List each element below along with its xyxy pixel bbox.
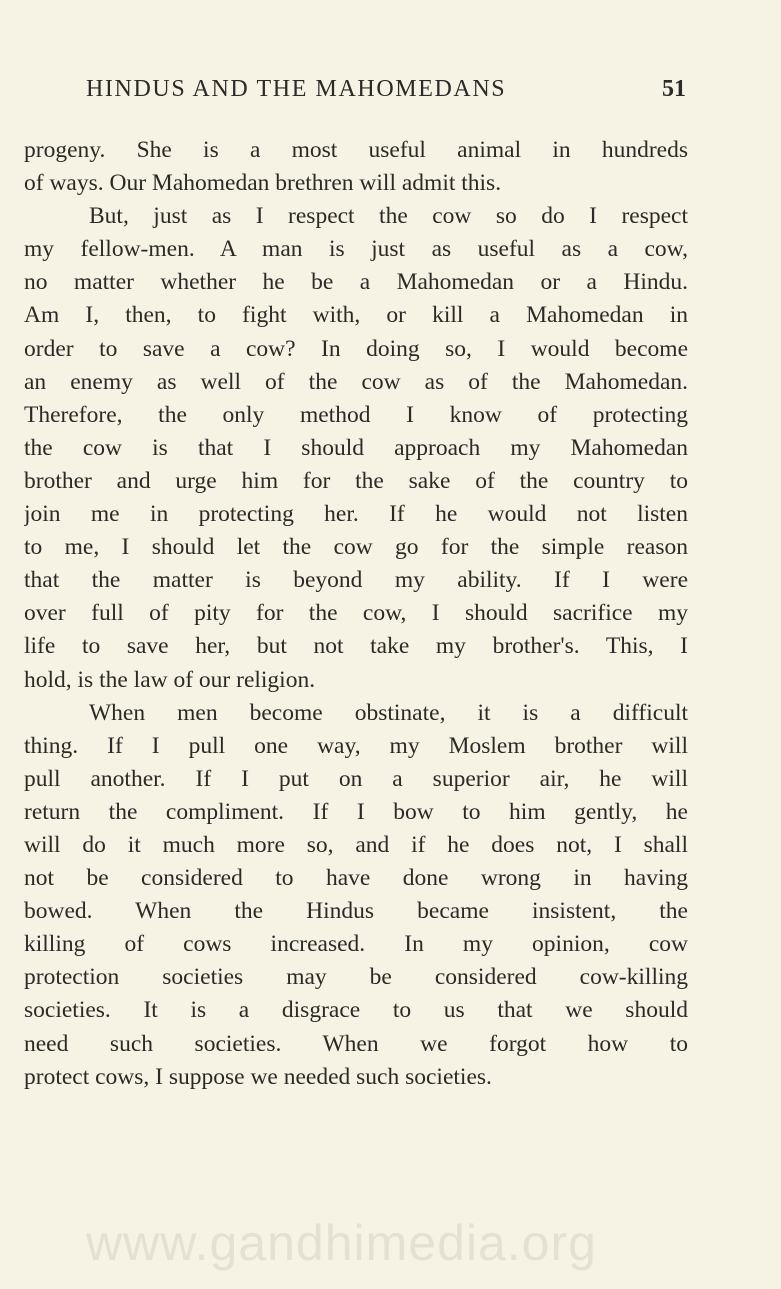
running-title: HINDUS AND THE MAHOMEDANS — [86, 76, 507, 102]
text-line: the cow is that I should approach my Mahomedan — [24, 434, 688, 461]
text-line: to me, I should let the cow go for the simple reason — [24, 534, 688, 561]
text-line: killing of cows increased. In my opinion, cow — [24, 931, 688, 958]
page-header — [86, 76, 686, 110]
text-line: my fellow-men. A man is just as useful as a cow, — [24, 236, 688, 263]
text-line: brother and urge him for the sake of the country to — [24, 467, 688, 494]
text-line: that the matter is beyond my ability. If I were — [24, 567, 688, 594]
text-line: of ways. Our Mahomedan brethren will admit this. — [24, 170, 502, 197]
text-line: protect cows, I suppose we needed such societies. — [24, 1063, 492, 1090]
text-line: will do it much more so, and if he does not, I shall — [24, 831, 688, 858]
text-line: need such societies. When we forgot how to — [24, 1030, 688, 1057]
paragraph — [24, 200, 688, 696]
text-line: thing. If I pull one way, my Moslem brother will — [24, 732, 688, 759]
body-text — [24, 134, 688, 1094]
text-line: an enemy as well of the cow as of the Mahomedan. — [24, 368, 688, 395]
text-line: not be considered to have done wrong in having — [24, 865, 688, 892]
text-line: pull another. If I put on a superior air, he will — [24, 765, 688, 792]
text-line: progeny. She is a most useful animal in hundreds — [24, 137, 688, 163]
watermark: www.gandhimedia.org — [86, 1215, 597, 1271]
text-line: hold, is the law of our religion. — [24, 666, 316, 693]
text-line: order to save a cow? In doing so, I would become — [24, 335, 688, 362]
text-line: Am I, then, to fight with, or kill a Mahomedan in — [24, 302, 688, 329]
text-line: protection societies may be considered cow-killing — [24, 964, 688, 991]
text-line: no matter whether he be a Mahomedan or a Hindu. — [24, 269, 688, 296]
text-line: bowed. When the Hindus became insistent, the — [24, 898, 688, 925]
text-line: life to save her, but not take my brother's. This, I — [24, 633, 688, 660]
text-line: Therefore, the only method I know of protecting — [24, 401, 688, 428]
page-number: 51 — [662, 76, 686, 102]
text-line: join me in protecting her. If he would not listen — [24, 501, 688, 528]
text-line: But, just as I respect the cow so do I respect — [89, 203, 688, 230]
paragraph — [24, 697, 688, 1094]
text-line: societies. It is a disgrace to us that we should — [24, 997, 688, 1024]
paragraph — [24, 134, 688, 200]
text-line: When men become obstinate, it is a difficult — [89, 699, 688, 726]
text-line: return the compliment. If I bow to him gently, he — [24, 798, 688, 825]
text-line: over full of pity for the cow, I should sacrifice my — [24, 600, 688, 627]
